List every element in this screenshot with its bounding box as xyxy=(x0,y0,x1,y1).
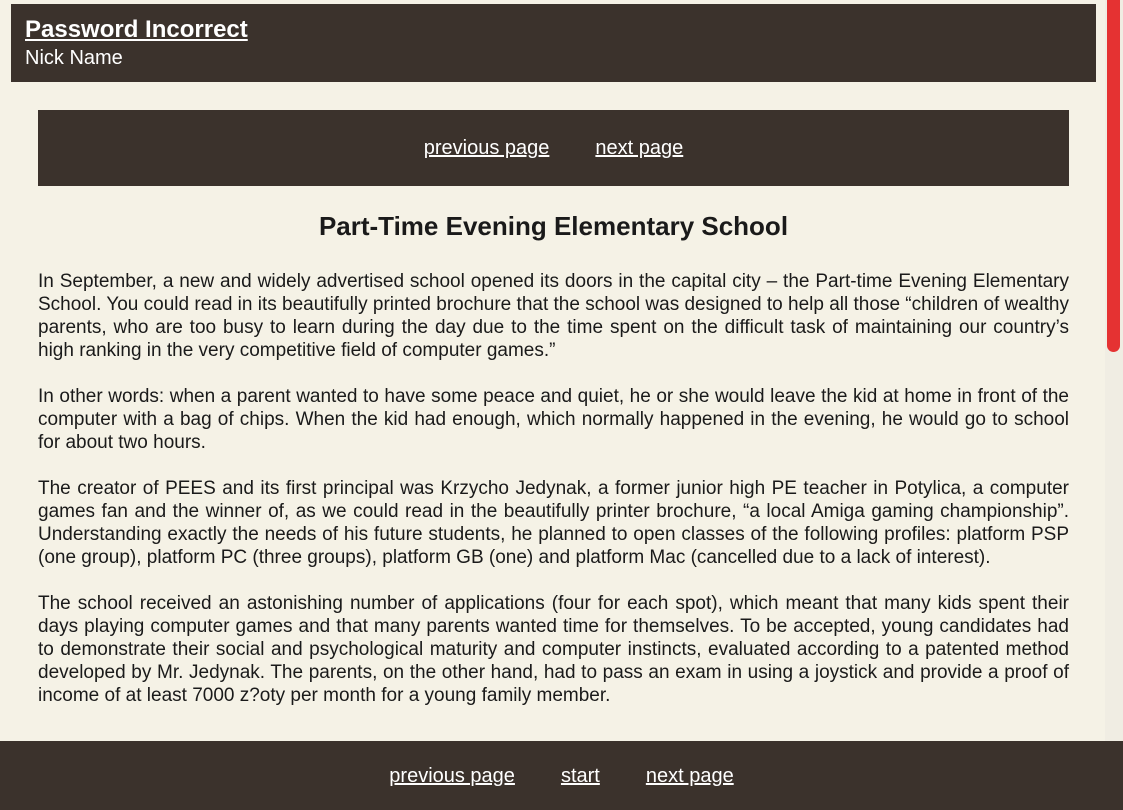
bottom-start-link[interactable]: start xyxy=(560,764,600,787)
article-paragraph: In other words: when a parent wanted to have some peace and quiet, he or she would leave the kid at home in front of the computer with a bag of chips. When the kid had enough, which normally happened in the evening, he would go to school for about two hours. xyxy=(38,386,1069,453)
bottom-previous-page-link[interactable]: previous page xyxy=(389,764,515,787)
article-paragraph: In September, a new and widely advertised school opened its doors in the capital city – the Part-time Evening Elementary School. You could read in its beautifully printed brochure that the school was designed to help all those “children of wealthy parents, who are too busy to learn during the day due to the time spent on the difficult task of maintaining our country’s high ranking in the very competitive field of computer games.” xyxy=(38,271,1069,361)
bottom-next-page-link[interactable]: next page xyxy=(645,764,734,787)
bottom-navigation xyxy=(0,741,1123,810)
article-paragraph: The creator of PEES and its first principal was Krzycho Jedynak, a former junior high PE teacher in Potylica, a computer games fan and the winner of, as we could read in the beautifully printer brochure, “a local Amiga gaming championship”. Understanding exactly the needs of his future students, he planned to open classes of the following profiles: platform PSP (one group), platform PC (three groups), platform GB (one) and platform Mac (cancelled due to a lack of interest). xyxy=(38,478,1069,568)
article-content xyxy=(38,210,1069,730)
site-header xyxy=(11,4,1096,82)
article-paragraph: The school received an astonishing number of applications (four for each spot), which meant that many kids spent their days playing computer games and that many parents wanted time for themselves. To be accepted, young candidates had to demonstrate their social and psychological maturity and computer instincts, evaluated according to a patented method developed by Mr. Jedynak. The parents, on the other hand, had to pass an exam in using a joystick and provide a proof of income of at least 7000 z?oty per month for a young family member. xyxy=(38,593,1069,706)
vertical-scrollbar[interactable] xyxy=(1105,0,1123,741)
top-previous-page-link[interactable]: previous page xyxy=(423,137,550,159)
nick-name: Nick Name xyxy=(25,47,123,69)
article-title: Part-Time Evening Elementary School xyxy=(318,211,789,241)
top-navigation xyxy=(38,110,1069,186)
top-next-page-link[interactable]: next page xyxy=(595,137,684,159)
header-title-link[interactable]: Password Incorrect xyxy=(25,16,248,43)
scrollbar-thumb[interactable] xyxy=(1107,0,1120,352)
